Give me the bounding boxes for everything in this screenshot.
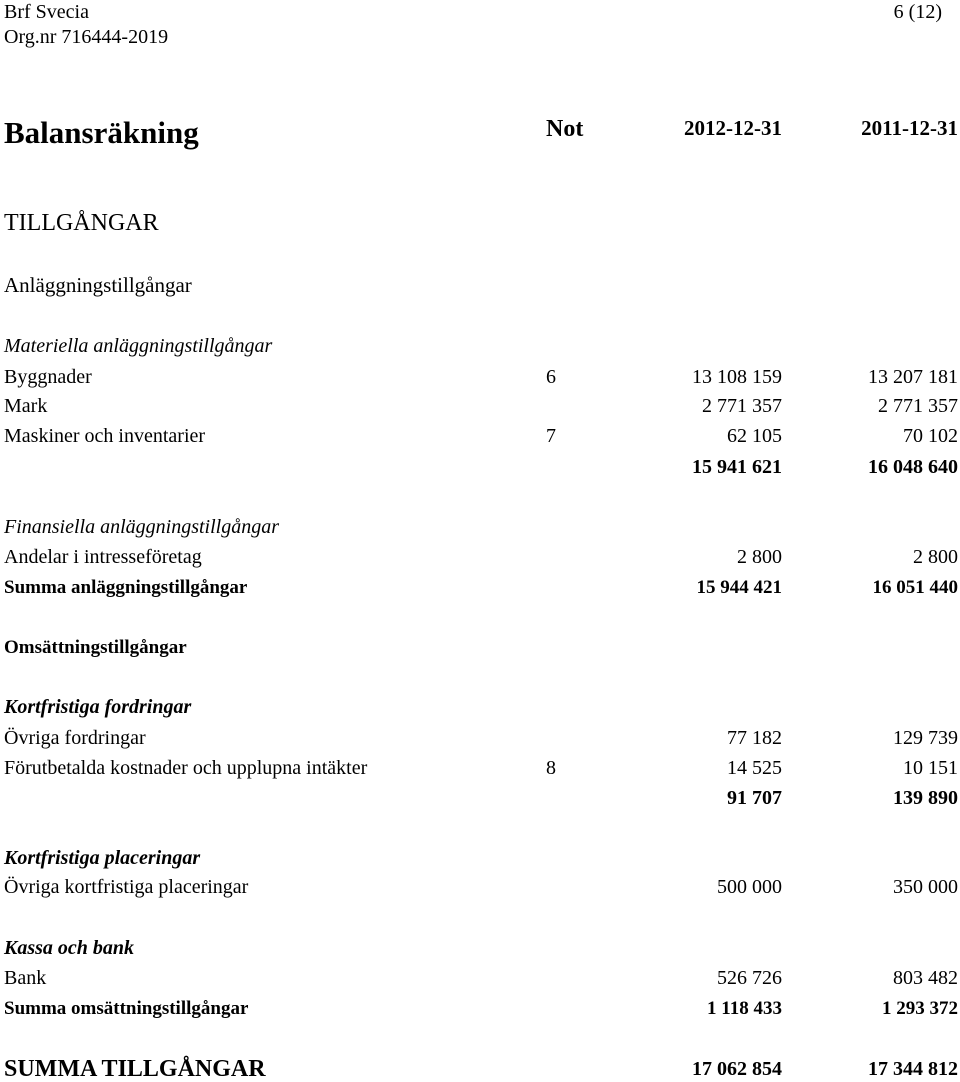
page-title: Balansräkning [4,115,199,150]
row-label-bank: Bank [4,967,47,989]
column-header-2011: 2011-12-31 [861,116,958,140]
row-label-andelar: Andelar i intresseföretag [4,546,202,568]
row-value-2012-summa-anlaggning: 15 944 421 [696,577,782,598]
section-materiella: Materiella anläggningstillgångar [4,335,273,357]
section-omsattningstillgangar: Omsättningstillgångar [4,637,187,658]
subtotal-2012-fordringar: 91 707 [727,787,782,809]
row-value-2011-ovriga-fordringar: 129 739 [893,727,958,749]
row-label-maskiner: Maskiner och inventarier [4,425,206,447]
row-value-2011-maskiner: 70 102 [903,425,958,447]
row-note-byggnader: 6 [546,366,556,388]
org-name: Brf Svecia [4,1,89,23]
row-value-2011-summa-tillgangar: 17 344 812 [868,1058,958,1080]
org-number: Org.nr 716444-2019 [4,26,169,48]
row-value-2011-mark: 2 771 357 [878,395,958,417]
row-label-ovriga-placeringar: Övriga kortfristiga placeringar [4,876,249,898]
row-label-summa-omsattning: Summa omsättningstillgångar [4,998,249,1019]
row-value-2011-byggnader: 13 207 181 [868,366,958,388]
row-value-2012-summa-omsattning: 1 118 433 [707,998,782,1019]
row-value-2012-maskiner: 62 105 [727,425,782,447]
subtotal-2011-materiella: 16 048 640 [868,456,958,478]
row-label-byggnader: Byggnader [4,366,92,388]
section-kortfristiga-fordringar: Kortfristiga fordringar [4,696,192,718]
row-value-2011-bank: 803 482 [893,967,958,989]
row-value-2012-forutbetalda: 14 525 [727,757,782,779]
row-value-2011-summa-anlaggning: 16 051 440 [872,577,958,598]
section-finansiella: Finansiella anläggningstillgångar [4,516,280,538]
column-header-note: Not [546,116,584,142]
row-label-summa-tillgangar: SUMMA TILLGÅNGAR [4,1056,266,1082]
subtotal-2011-fordringar: 139 890 [893,787,958,809]
section-kassa-och-bank: Kassa och bank [4,937,135,959]
row-label-forutbetalda: Förutbetalda kostnader och upplupna intäkter [4,757,368,779]
row-value-2011-forutbetalda: 10 151 [903,757,958,779]
row-note-maskiner: 7 [546,425,556,447]
row-value-2012-ovriga-fordringar: 77 182 [727,727,782,749]
subtotal-2012-materiella: 15 941 621 [692,456,782,478]
row-value-2011-andelar: 2 800 [913,546,958,568]
row-value-2012-bank: 526 726 [717,967,782,989]
row-label-summa-anlaggning: Summa anläggningstillgångar [4,577,248,598]
section-kortfristiga-placeringar: Kortfristiga placeringar [4,847,201,869]
row-value-2012-mark: 2 771 357 [702,395,782,417]
row-value-2011-summa-omsattning: 1 293 372 [882,998,958,1019]
row-value-2012-andelar: 2 800 [737,546,782,568]
section-anlaggningstillgangar: Anläggningstillgångar [4,273,192,297]
row-note-forutbetalda: 8 [546,757,556,779]
column-header-2012: 2012-12-31 [684,116,782,140]
row-value-2012-ovriga-placeringar: 500 000 [717,876,782,898]
row-label-ovriga-fordringar: Övriga fordringar [4,727,146,749]
row-value-2012-summa-tillgangar: 17 062 854 [692,1058,782,1080]
page-number: 6 (12) [893,1,942,23]
row-value-2012-byggnader: 13 108 159 [692,366,782,388]
row-label-mark: Mark [4,395,48,417]
section-tillgangar: TILLGÅNGAR [4,210,159,236]
row-value-2011-ovriga-placeringar: 350 000 [893,876,958,898]
